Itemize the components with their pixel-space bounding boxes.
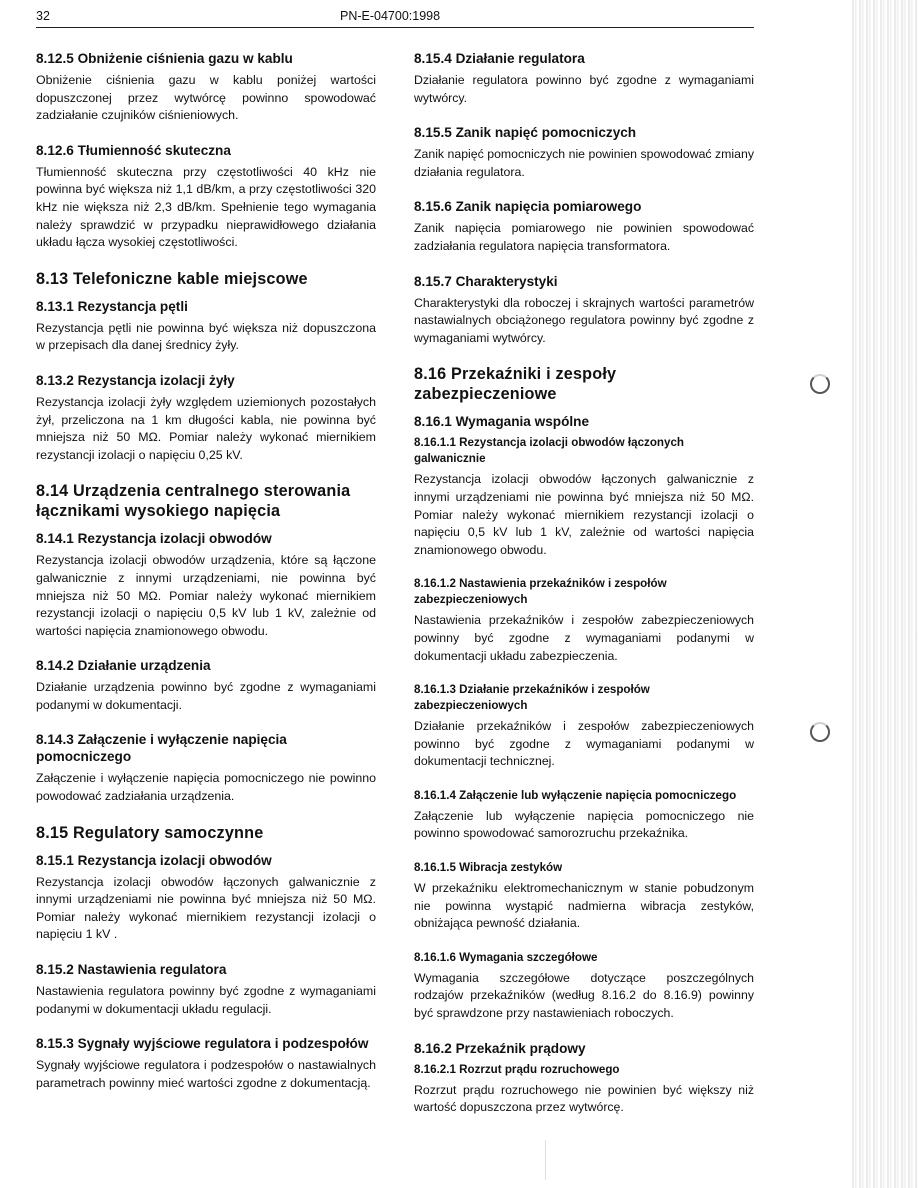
section-body: Rezystancja izolacji obwodów łączonych galwanicznie z innymi urządzeniami nie powinna być mniejsza niż 50 MΩ. Pomiar należy wykonać miernikiem rezystancji izolacji o napięciu 0,5 kV lub 1 kV, zależnie od wartości napięcia znamionowego obwodu.	[414, 472, 754, 557]
section-heading: 8.12.6 Tłumienność skuteczna	[36, 142, 231, 158]
section	[414, 788, 754, 843]
section-heading: 8.16 Przekaźniki i zespoły zabezpieczeniowe	[414, 365, 617, 404]
section	[36, 481, 376, 521]
section-heading: 8.16.1.6 Wymagania szczegółowe	[414, 950, 598, 964]
section	[414, 1062, 754, 1117]
section-body: Rezystancja izolacji obwodów urządzenia, które są łączone galwanicznie z innymi urządzeniami, nie powinna być mniejsza niż 50 MΩ. Pomiar należy wykonać miernikiem rezystancji izolacji o napięciu 0,5 kV lub 1 kV, zależnie od wartości napięcia znamionowego obwodu.	[36, 553, 376, 638]
left-column	[36, 50, 376, 1109]
section-body: Nastawienia przekaźników i zespołów zabezpieczeniowych powinny być zgodne z wymaganiami podanymi w dokumentacji układu zabezpieczenia.	[414, 613, 754, 663]
section-heading: 8.14 Urządzenia centralnego sterowania łącznikami wysokiego napięcia	[36, 482, 351, 521]
section-body: W przekaźniku elektromechanicznym w stanie pobudzonym nie powinna wystąpić nadmierna wibracja zestyków, obniżająca pewność działania.	[414, 881, 754, 931]
section	[36, 657, 376, 714]
right-column	[414, 50, 754, 1134]
section	[414, 576, 754, 665]
section	[414, 435, 754, 559]
section-heading: 8.16.1.4 Załączenie lub wyłączenie napięcia pomocniczego	[414, 788, 737, 802]
section-heading: 8.16.1.5 Wibracja zestyków	[414, 861, 563, 875]
section-body: Zanik napięć pomocniczych nie powinien spowodować zmiany działania regulatora.	[414, 147, 754, 179]
section	[36, 372, 376, 464]
section	[414, 364, 754, 404]
scan-artifact	[545, 1140, 546, 1180]
punch-hole-icon	[810, 722, 830, 742]
section	[36, 269, 376, 289]
section-heading: 8.15.3 Sygnały wyjściowe regulatora i podzespołów	[36, 1036, 369, 1052]
section	[414, 860, 754, 933]
section-heading: 8.15.1 Rezystancja izolacji obwodów	[36, 852, 272, 868]
section-body: Załączenie i wyłączenie napięcia pomocniczego nie powinno powodować zadziałania urządzenia.	[36, 771, 376, 804]
section-body: Rezystancja izolacji żyły względem uziemionych pozostałych żył, przeliczona na 1 km długości kabla, nie powinna być mniejsza niż 50 MΩ. Pomiar należy wykonać miernikiem rezystancji izolacji o napięciu 0,25 kV.	[36, 394, 376, 462]
section-body: Rezystancja izolacji obwodów łączonych galwanicznie z innymi urządzeniami nie powinna być mniejsza niż 50 MΩ. Pomiar należy wykonać miernikiem rezystancji izolacji o napięciu 1 kV .	[36, 874, 376, 942]
section	[414, 1040, 754, 1057]
section	[36, 50, 376, 125]
section	[36, 731, 376, 805]
section	[414, 50, 754, 107]
scanned-page-edge	[850, 0, 918, 1188]
section-body: Sygnały wyjściowe regulatora i podzespołów o nastawialnych parametrach powinny mieć wartości zgodne z dokumentacją.	[36, 1058, 376, 1090]
section-body: Działanie regulatora powinno być zgodne z wymaganiami wytwórcy.	[414, 73, 754, 105]
section-heading: 8.16.1.3 Działanie przekaźników i zespołów zabezpieczeniowych	[414, 683, 650, 713]
section-heading: 8.16.2 Przekaźnik prądowy	[414, 1040, 586, 1056]
section-heading: 8.16.1.2 Nastawienia przekaźników i zespołów zabezpieczeniowych	[414, 577, 667, 607]
section-heading: 8.14.2 Działanie urządzenia	[36, 658, 211, 674]
section	[414, 682, 754, 771]
section-heading: 8.16.1.1 Rezystancja izolacji obwodów łączonych galwanicznie	[414, 436, 684, 466]
section-body: Rezystancja pętli nie powinna być większa niż dopuszczona w przepisach dla danej średnicy żyły.	[36, 320, 376, 353]
section-heading: 8.14.1 Rezystancja izolacji obwodów	[36, 531, 272, 547]
section-heading: 8.15.7 Charakterystyki	[414, 273, 558, 289]
section	[36, 961, 376, 1018]
punch-hole-icon	[810, 374, 830, 394]
section	[414, 273, 754, 348]
section-body: Nastawienia regulatora powinny być zgodne z wymaganiami podanymi w dokumentacji układu regulacji.	[36, 984, 376, 1016]
section-heading: 8.13.1 Rezystancja pętli	[36, 298, 188, 314]
section-body: Obniżenie ciśnienia gazu w kablu poniżej wartości dopuszczonej przez wytwórcę powinno spowodować zadziałanie czujników ciśnieniowych.	[36, 73, 376, 123]
section	[36, 852, 376, 944]
section	[414, 124, 754, 181]
section-heading: 8.16.2.1 Rozrzut prądu rozruchowego	[414, 1062, 620, 1076]
section-heading: 8.14.3 Załączenie i wyłączenie napięcia pomocniczego	[36, 732, 287, 765]
section-body: Rozrzut prądu rozruchowego nie powinien być większy niż wartość dopuszczona przez wytwórcę.	[414, 1082, 754, 1115]
page-number: 32	[36, 9, 50, 23]
section-heading: 8.16.1 Wymagania wspólne	[414, 414, 590, 430]
section-heading: 8.15.4 Działanie regulatora	[414, 51, 585, 66]
section-body: Zanik napięcia pomiarowego nie powinien spowodować zadziałania regulatora napięcia transformatora.	[414, 221, 754, 253]
standard-code: PN-E-04700:1998	[340, 9, 441, 23]
section-body: Działanie urządzenia powinno być zgodne z wymaganiami podanymi w dokumentacji.	[36, 680, 376, 712]
section	[36, 298, 376, 355]
section-heading: 8.15.6 Zanik napięcia pomiarowego	[414, 199, 642, 215]
section-heading: 8.12.5 Obniżenie ciśnienia gazu w kablu	[36, 51, 293, 66]
section	[36, 823, 376, 843]
section	[414, 198, 754, 255]
section	[414, 950, 754, 1023]
page-header	[36, 9, 754, 28]
section	[36, 142, 376, 252]
section-heading: 8.15.2 Nastawienia regulatora	[36, 962, 227, 978]
section	[36, 530, 376, 640]
section-heading: 8.15.5 Zanik napięć pomocniczych	[414, 125, 637, 141]
section-heading: 8.13.2 Rezystancja izolacji żyły	[36, 372, 235, 388]
section-heading: 8.13 Telefoniczne kable miejscowe	[36, 269, 308, 288]
section-body: Działanie przekaźników i zespołów zabezpieczeniowych powinno być zgodne z wymaganiami podanymi w dokumentacji technicznej.	[414, 719, 754, 769]
section-body: Charakterystyki dla roboczej i skrajnych wartości parametrów nastawialnych obciążonego regulatora powinny być zgodne z wymaganiami wytwórcy.	[414, 295, 754, 345]
section	[36, 1035, 376, 1092]
section-body: Tłumienność skuteczna przy częstotliwości 40 kHz nie powinna być większa niż 1,1 dB/km, a przy częstotliwości 320 kHz nie większa niż 2,3 dB/km. Spełnienie tego wymagania należy sprawdzić w przypadku nieprawidłowego działania układu łącza wysokiej częstotliwości.	[36, 164, 376, 250]
section-body: Załączenie lub wyłączenie napięcia pomocniczego nie powinno spowodować samorozruchu przekaźnika.	[414, 808, 754, 841]
section-heading: 8.15 Regulatory samoczynne	[36, 823, 264, 842]
section-body: Wymagania szczegółowe dotyczące poszczególnych rodzajów przekaźników (według 8.16.2 do 8.16.9) powinny być sprawdzone przy nastawieniach roboczych.	[414, 970, 754, 1021]
section	[414, 413, 754, 430]
